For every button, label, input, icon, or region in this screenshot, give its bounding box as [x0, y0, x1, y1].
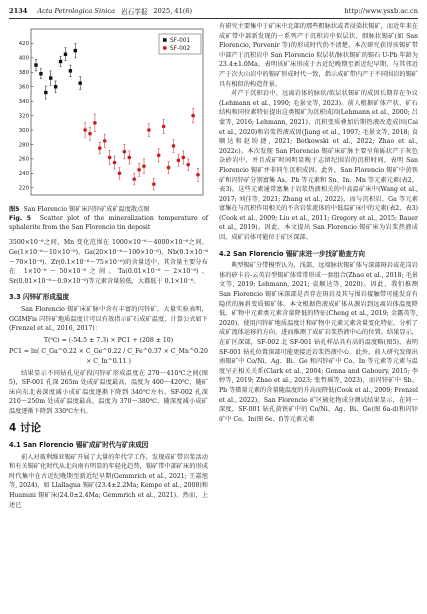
- paragraph: 前人对玻利维亚锡矿开展了大量的年代学工作，发现成矿带岩浆活动和有关锡矿化时代从北向南有明显的年轻化趋势，锡矿带中部矿床的形成时代集中在古近纪晚期至新近纪早期(Gemmrich et al., 2021; 王嘉旭等, 2024)，如 Llallagua 锡矿(23.4±2.2Ma; Kempe et al., 2008)和 Huanuni 锡矿床(24.0±2.4Ma; Gemmrich et al., 2021)。然而，上述已: [9, 453, 208, 509]
- data-point-circle: [157, 154, 161, 158]
- paragraph: 有研究主要集中于矿床中北部的那些粗脉状或者浸染状锡矿，而近年来在成矿带中部新发现的一系列产于沉积岩中似层状、细脉状锡矿(如 San Florencio, Porvenir 等)的形成时代仍不清楚。本次研究获得该锡矿带中部产于沉积岩中 San Florencio 似层状/脉状锡矿的锡石 U-Pb 年龄为 23.4±1.0Ma，表明该矿床形成于古近纪晚期至新近纪早期，与其邻近产于次火山岩中的锡矿形成时代一致，指示成矿带内产于不同围岩的锡矿具有相似的构造背景。: [219, 23, 418, 88]
- y-tick-label: 400: [18, 55, 29, 62]
- equation-temperature: T(℃) = (-54.5 ± 7.3) × PC1 + (208 ± 10): [43, 336, 174, 344]
- data-point-circle: [196, 173, 200, 177]
- legend-label: SF-002: [170, 46, 191, 52]
- y-tick-label: 300: [18, 127, 29, 134]
- data-point-circle: [113, 161, 117, 165]
- caption-cn: [9, 206, 208, 215]
- data-point-circle: [137, 168, 141, 172]
- data-point-circle: [108, 156, 112, 160]
- data-point-circle: [186, 163, 190, 167]
- data-point-square: [34, 63, 37, 66]
- running-header: [9, 5, 418, 17]
- data-point-circle: [167, 166, 171, 170]
- caption-en-label: Fig. 5: [9, 214, 32, 222]
- paragraph: San Florencio 锡矿床矿脉中含有丰富的闪锌矿，大量实验表明，GGIMFis 闪锌矿地质温度计可以有效指示矿石成矿温度，计算公式如下(Frenzel et al., 2016, 2017)：: [9, 305, 208, 333]
- data-point-circle: [142, 164, 146, 168]
- data-point-circle: [123, 150, 127, 154]
- left-column: [9, 25, 208, 510]
- equation-pc1: PC1 = ln( C_Ga^0.22 × C_Ge^0.22 / C_Fe^0.37 × C_Mn^0.20 × C_In^0.11 ): [9, 348, 208, 365]
- data-point-circle: [98, 146, 102, 150]
- paragraph: 3500×10⁻⁶之间，Mn 变化范围在 1000×10⁻⁶～4000×10⁻⁶之间，Ge(1×10⁻⁶～10×10⁻⁶)、Ga(20×10⁻⁶～100×10⁻⁶)、Nb(0.1×10⁻⁶～70×10⁻⁶)、Zr(0.1×10⁻⁶～75×10⁻⁶)的含量适中，其含量主要分布在 1×10⁻⁶～50×10⁻⁶之间。Ta(0.01×10⁻⁶～2×10⁻⁶)、Sr(0.01×10⁻⁶～0.9×10⁻⁶)等元素含量较低，大都低于 0.1×10⁻⁶。: [9, 239, 208, 285]
- y-tick-label: 280: [18, 142, 29, 149]
- data-point-circle: [147, 128, 151, 132]
- journal-name-cn: 岩石学报: [121, 8, 148, 16]
- data-point-square: [49, 76, 52, 79]
- section-3-3-title: 3.3 闪锌矿形成温度: [9, 293, 70, 302]
- header-rule: [9, 18, 418, 19]
- y-tick-label: 420: [18, 41, 29, 48]
- data-point-circle: [181, 156, 185, 160]
- data-point-square: [59, 60, 62, 63]
- legend-label: SF-001: [170, 38, 191, 44]
- legend-marker-circle: [163, 46, 167, 50]
- y-tick-label: 260: [18, 156, 29, 163]
- legend-marker-square: [163, 38, 167, 42]
- data-point-square: [64, 53, 67, 56]
- section-4-1-title: 4.1 San Florencio 锡矿成矿时代与矿床成因: [9, 441, 149, 450]
- y-tick-label: 240: [18, 171, 29, 178]
- data-point-circle: [177, 159, 181, 163]
- data-point-circle: [152, 182, 156, 186]
- caption-en-text: Scatter plot of the mineralization temperature of sphalerite from the San Florencio tin deposit: [9, 214, 209, 231]
- paragraph: 典型锡矿分带模型认为，浅部、远端脉状锡矿体与深部斑岩或花岗岩体的矽卡岩-云英岩型锡矿体常常形成一套组合(Zhao et al., 2018; 毛景文等, 2019; Lehmann, 2021; 袁顺达等, 2020)。因此，我们推测 San Florencio 锡矿床深部是否存在斑岩及其与围岩接触带可能发育有隐伏的脉斜变质锡矿体。本文根据热液成矿体从源岩到远离岩体温度降低、矿物中元素类元素含量降低的特征(Cheng et al., 2019; 金露英等, 2020)，使用闪锌矿地质温度计和矿物中元素元素含量变化特征，分析了成矿流体运移的方向，进而推测了成矿岩浆热液中心的位置。结果显示，在矿区深部，SF-002 北 SF-001 钻孔样品具有高的温度略(图5)，表明 SF-001 钻孔位置深部可能更接近岩浆热液中心。此外，前人研究发现出南锡矿中 Co/Ni、Ag、Bi、Ge 和闪锌矿中 Co、In 等元素等元素与温度呈正相关关系(Clark et al., 2004; Genna and Gaboury, 2015; 李婷等, 2019; Zhao et al., 2023; 张哲瑶等, 2023)，而闪锌矿中 Sb、Pb 等微量元素的含量随温度的升高而降低(Cook et al., 2009; Frenzel et al., 2022)。San Florencio 矿区硫化物成分测试结果显示，在同一深度，SF-001 钻孔黄铁矿中的 Co/Ni、Ag、Bi、Ge(图 6a-d)和闪锌矿中 Co、In(图 6e、f)等元素元素: [219, 262, 418, 423]
- paragraph: 对产于沉积岩中、远离岩体的脉状/似层状锡矿的成因长期存在争议(Lehmann et al., 1990; 毛景文等, 2023)。前人根据矿体产状、矿石结构和同位素特征提出这类锡矿为沉积成因(Lehmann et al., 2000; 吕蒙等, 2016; Lehmann, 2021)、沉积变质叠加后期热液改造成因(Cai et al., 2020)和岩浆热液成因(Jiang et al., 1997; 毛景文等, 2018; 袁顺达和赵盼捷, 2021; Betkowski et al., 2022; Zhao et al., 2022c)。本次发现 San Florencio 锡矿床矿脉主要呈角砾状产于灰色杂砂岩中，并且成矿时间明显晚于志留纪围岩的沉积时间，表明 San Florencio 锡矿并非同生沉积成因。此外，San Florencio 锡矿中黄铁矿和闪锌矿分别富集 As、Pb 等元素和 Sn、In、Mn 等元素元素(表2、表3)，这些元素通常富集于岩浆热液相关的中高温矿床中(Wang et al., 2017; 刘佳等, 2021; Zhang et al., 2022)，而与沉积岩、Ga 等元素富集在与沉积作用相关的不含岩浆流体的中低温矿床中的元素(表2、表3)(Cook et al., 2009; Liu et al., 2011; Gregory et al., 2015; Bauer et al., 2019)。因此，本文提出 San Florencio 锡矿床为岩浆热液成因，成矿岩体可能位于矿区深部。: [219, 90, 418, 242]
- data-point-square: [69, 69, 72, 72]
- y-tick-label: 380: [18, 70, 29, 77]
- y-tick-label: 340: [18, 98, 29, 105]
- data-point-circle: [191, 114, 195, 118]
- data-point-circle: [103, 139, 107, 143]
- data-point-circle: [172, 144, 176, 148]
- caption-cn-label: 图5: [9, 206, 20, 213]
- section-4-2-title: 4.2 San Florencio 锡矿床进一步找矿勘查方向: [219, 249, 365, 258]
- data-point-square: [54, 85, 57, 88]
- page-number: 2134: [9, 7, 28, 15]
- y-tick-label: 220: [18, 185, 29, 192]
- y-tick-label: 320: [18, 113, 29, 120]
- journal-url[interactable]: http://www.ysxb.ac.cn: [344, 7, 418, 15]
- journal-name-en: Acta Petrologica Sinica: [37, 7, 116, 15]
- scatter-chart: [9, 25, 208, 203]
- caption-en: [9, 215, 208, 233]
- data-point-square: [44, 91, 47, 94]
- section-4-title: 4 讨论: [9, 422, 41, 435]
- data-point-circle: [83, 128, 87, 132]
- caption-cn-text: San Florencio 锡矿床闪锌矿成矿温度散点图: [23, 206, 150, 213]
- data-point-circle: [132, 177, 136, 181]
- y-tick-label: 360: [18, 84, 29, 91]
- data-point-circle: [93, 121, 97, 125]
- right-column: [219, 22, 418, 424]
- data-point-circle: [162, 125, 166, 129]
- data-point-circle: [127, 156, 131, 160]
- data-point-square: [74, 49, 77, 52]
- data-point-circle: [118, 172, 122, 176]
- paragraph: 结果显示不同钻孔见矿段闪锌矿形成温度在 270～410℃之间(图5)，SF-001 孔深 265m 处成矿温度最高，温度为 400～420℃，随矿床向东北表深度减小成矿温度逐渐下降到 340℃左右。SF-002 孔深 210～250m 处成矿温度最高，温度为 370～380℃，随深度减小成矿温度逐渐下降到 330℃左右。: [9, 369, 208, 415]
- data-point-square: [39, 72, 42, 75]
- volume-issue: 2025, 41(6): [153, 7, 193, 15]
- data-point-square: [78, 81, 81, 84]
- figure-caption: [9, 206, 208, 232]
- figure-5: [9, 25, 208, 203]
- data-point-circle: [88, 132, 92, 136]
